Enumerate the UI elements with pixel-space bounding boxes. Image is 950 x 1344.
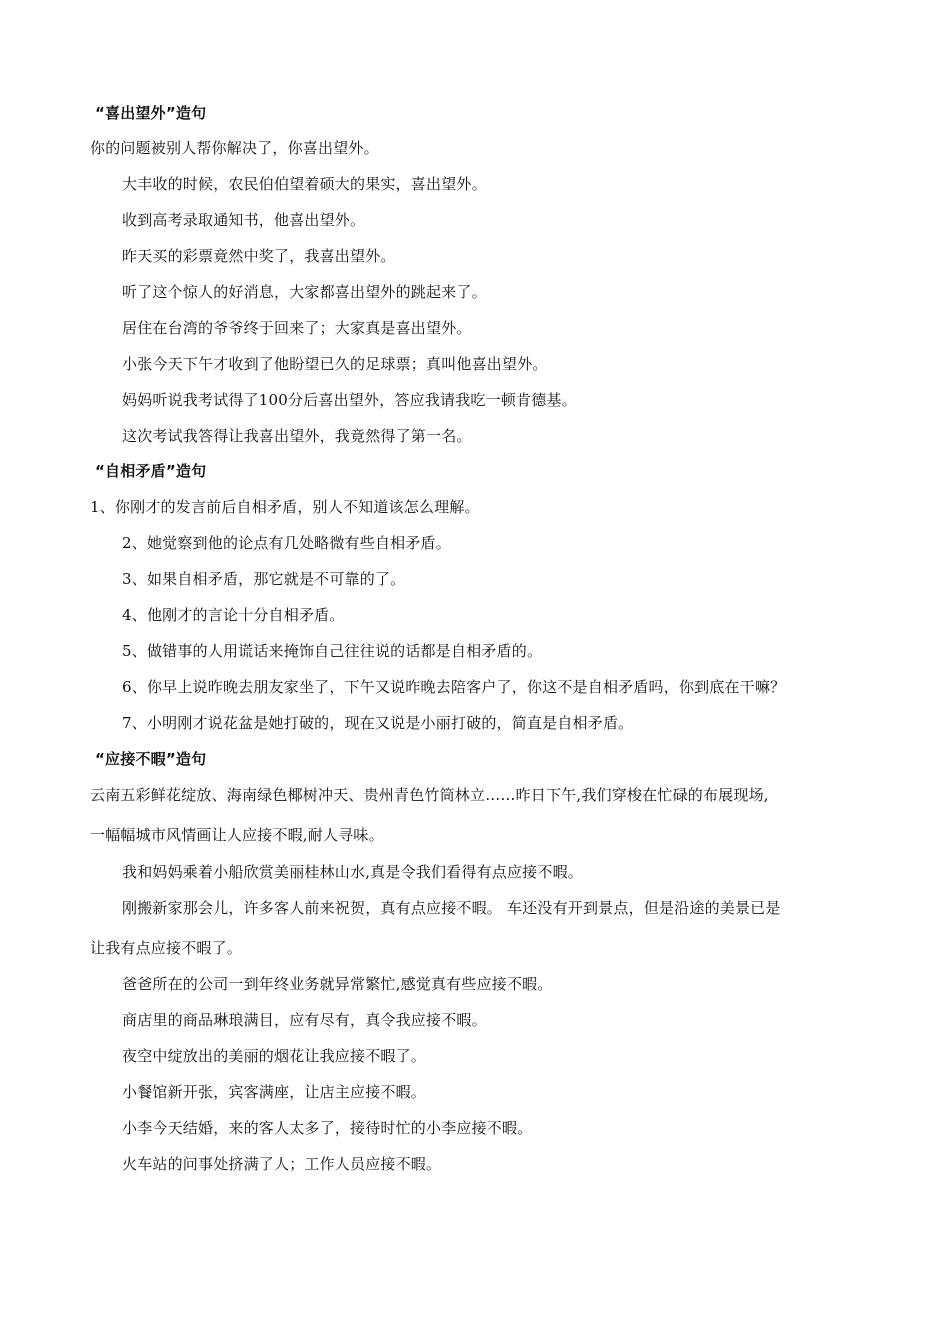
sentence-line: 这次考试我答得让我喜出望外，我竟然得了第一名。 <box>122 427 472 445</box>
sentence-line: 火车站的问事处挤满了人；工作人员应接不暇。 <box>122 1155 442 1173</box>
section-heading: “自相矛盾”造句 <box>95 462 207 480</box>
sentence-line: 大丰收的时候，农民伯伯望着硕大的果实，喜出望外。 <box>122 175 487 193</box>
sentence-line: 云南五彩鲜花绽放、海南绿色椰树冲天、贵州青色竹筒林立……昨日下午,我们穿梭在忙碌的布展现场, <box>90 786 769 804</box>
sentence-line: 3、如果自相矛盾，那它就是不可靠的了。 <box>122 570 406 588</box>
sentence-line: 小餐馆新开张，宾客满座，让店主应接不暇。 <box>122 1083 427 1101</box>
sentence-line: 小李今天结婚，来的客人太多了，接待时忙的小李应接不暇。 <box>122 1119 533 1137</box>
sentence-line: 刚搬新家那会儿，许多客人前来祝贺，真有点应接不暇。 车还没有开到景点，但是沿途的美景已是 <box>122 899 781 917</box>
sentence-line: 7、小明刚才说花盆是她打破的，现在又说是小丽打破的，简直是自相矛盾。 <box>122 714 634 732</box>
sentence-line: 收到高考录取通知书，他喜出望外。 <box>122 211 366 229</box>
sentence-line: 5、做错事的人用谎话来掩饰自己往往说的话都是自相矛盾的。 <box>122 642 543 660</box>
sentence-line: 小张今天下午才收到了他盼望已久的足球票；真叫他喜出望外。 <box>122 355 548 373</box>
sentence-line: 居住在台湾的爷爷终于回来了；大家真是喜出望外。 <box>122 319 472 337</box>
sentence-line: 6、你早上说昨晚去朋友家坐了，下午又说昨晚去陪客户了，你这不是自相矛盾吗，你到底在干嘛？ <box>122 678 786 696</box>
sentence-line: 我和妈妈乘着小船欣赏美丽桂林山水,真是令我们看得有点应接不暇。 <box>122 863 583 881</box>
sentence-line: 4、他刚才的言论十分自相矛盾。 <box>122 606 345 624</box>
sentence-line: 妈妈听说我考试得了100分后喜出望外，答应我请我吃一顿肯德基。 <box>122 391 577 409</box>
section-heading: “应接不暇”造句 <box>95 750 207 768</box>
sentence-line: 1、你刚才的发言前后自相矛盾，别人不知道该怎么理解。 <box>90 498 480 516</box>
sentence-line: 爸爸所在的公司一到年终业务就异常繁忙,感觉真有些应接不暇。 <box>122 975 553 993</box>
sentence-line: 夜空中绽放出的美丽的烟花让我应接不暇了。 <box>122 1047 427 1065</box>
sentence-line: 让我有点应接不暇了。 <box>90 939 243 957</box>
section-heading: “喜出望外”造句 <box>95 104 207 122</box>
sentence-line: 商店里的商品琳琅满目，应有尽有，真令我应接不暇。 <box>122 1011 487 1029</box>
sentence-line: 听了这个惊人的好消息，大家都喜出望外的跳起来了。 <box>122 283 487 301</box>
sentence-line: 昨天买的彩票竟然中奖了，我喜出望外。 <box>122 247 396 265</box>
sentence-line: 你的问题被别人帮你解决了，你喜出望外。 <box>90 139 379 157</box>
sentence-line: 2、她觉察到他的论点有几处略微有些自相矛盾。 <box>122 534 451 552</box>
sentence-line: 一幅幅城市风情画让人应接不暇,耐人寻味。 <box>90 826 384 844</box>
